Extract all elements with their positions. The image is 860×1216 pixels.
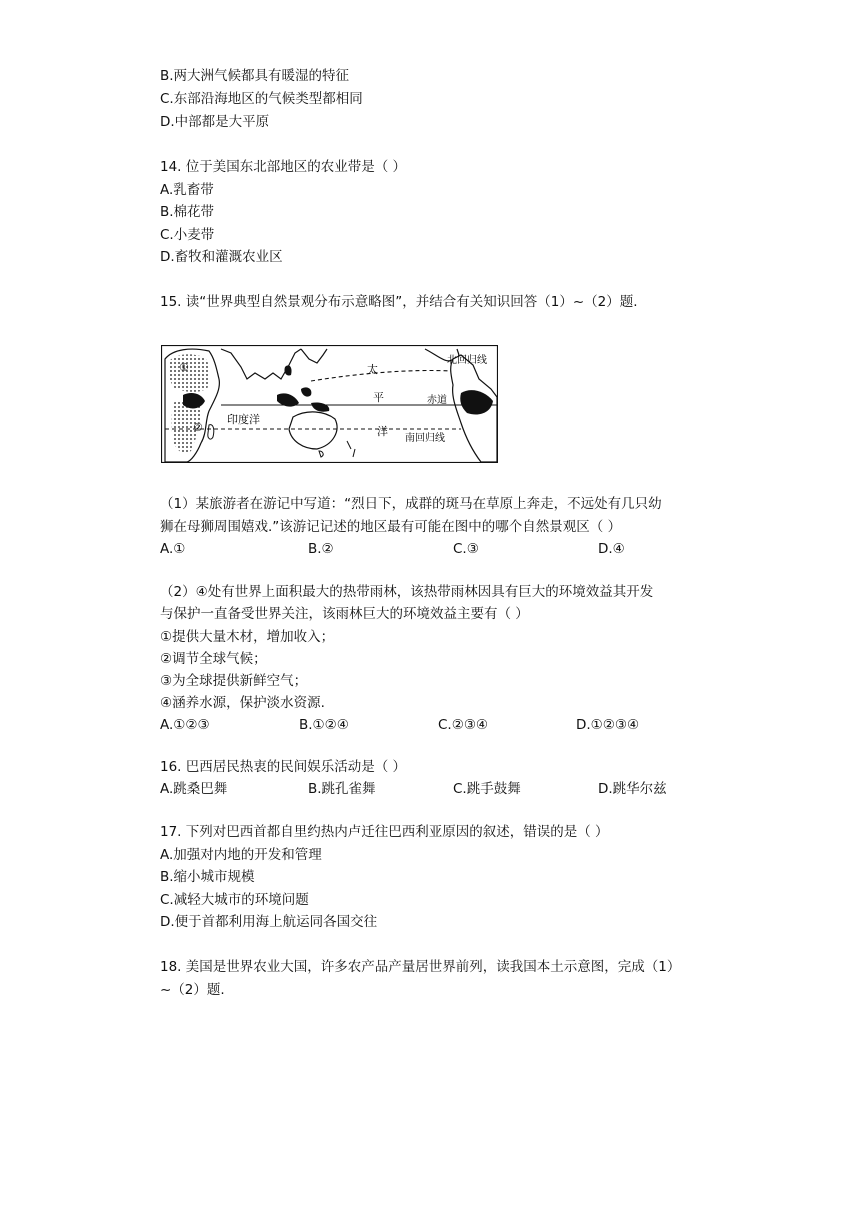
q14-option-c: C.小麦带 xyxy=(160,227,215,243)
q16-option-c: C.跳手鼓舞 xyxy=(453,781,521,797)
tropic-capricorn-label: 南回归线 xyxy=(405,433,445,444)
q15-sub1-option-d: D.④ xyxy=(598,541,625,557)
q14-option-d: D.畜牧和灌溉农业区 xyxy=(160,249,283,265)
q17-option-d: D.便于首都利用海上航运同各国交往 xyxy=(160,914,378,930)
pacific-ping-label: 平 xyxy=(373,391,384,404)
q17-stem: 17. 下列对巴西首都自里约热内卢迁往巴西利亚原因的叙述，错误的是（ ） xyxy=(160,824,609,840)
q15-sub2-option-d: D.①②③④ xyxy=(576,717,640,733)
q15-sub1-option-c: C.③ xyxy=(453,541,479,557)
pacific-yang-label: 洋 xyxy=(377,425,388,438)
q15-sub2-line2: 与保护一直备受世界关注，该雨林巨大的环境效益主要有（ ） xyxy=(160,606,529,622)
tropic-cancer-label: 北回归线 xyxy=(447,355,487,366)
q15-stem: 15. 读“世界典型自然景观分布示意略图”，并结合有关知识回答（1）~（2）题. xyxy=(160,294,638,310)
q17-option-c: C.减轻大城市的环境问题 xyxy=(160,892,309,908)
q16-option-b: B.跳孔雀舞 xyxy=(308,781,376,797)
q17-option-b: B.缩小城市规模 xyxy=(160,869,255,885)
q16-option-a: A.跳桑巴舞 xyxy=(160,781,228,797)
q15-item-3: ③为全球提供新鲜空气； xyxy=(160,673,308,689)
savanna-dots xyxy=(168,354,210,391)
pacific-tai-label: 太 xyxy=(367,363,378,376)
q15-sub1-option-a: A.① xyxy=(160,541,186,557)
q13-option-b: B.两大洲气候都具有暖湿的特征 xyxy=(160,68,350,84)
q15-sub1-option-b: B.② xyxy=(308,541,334,557)
q18-stem-line2: ~（2）题. xyxy=(160,982,225,998)
q17-option-a: A.加强对内地的开发和管理 xyxy=(160,847,322,863)
q13-option-c: C.东部沿海地区的气候类型都相同 xyxy=(160,91,363,107)
world-landscape-map xyxy=(161,345,498,463)
q14-option-b: B.棉花带 xyxy=(160,204,215,220)
q16-option-d: D.跳华尔兹 xyxy=(598,781,667,797)
q13-option-d: D.中部都是大平原 xyxy=(160,114,270,130)
q15-sub2-option-c: C.②③④ xyxy=(438,717,489,733)
indian-ocean-label: 印度洋 xyxy=(227,413,260,426)
q15-sub1-line2: 狮在母狮周围嬉戏.”该游记记述的地区最有可能在图中的哪个自然景观区（ ） xyxy=(160,519,622,535)
q15-item-1: ①提供大量木材，增加收入； xyxy=(160,629,335,645)
map-label-1: ① xyxy=(179,361,189,374)
q15-sub2-option-b: B.①②④ xyxy=(299,717,349,733)
q15-sub2-line1: （2）④处有世界上面积最大的热带雨林，该热带雨林因具有巨大的环境效益其开发 xyxy=(160,584,654,600)
q18-stem-line1: 18. 美国是世界农业大国，许多农产品产量居世界前列，读我国本土示意图，完成（1） xyxy=(160,959,681,975)
equator-label: 赤道 xyxy=(427,395,447,406)
q14-stem: 14. 位于美国东北部地区的农业带是（ ） xyxy=(160,159,407,175)
q15-sub2-option-a: A.①②③ xyxy=(160,717,210,733)
q15-item-4: ④涵养水源，保护淡水资源. xyxy=(160,695,325,711)
q14-option-a: A.乳畜带 xyxy=(160,182,214,198)
map-label-2: ② xyxy=(193,421,203,434)
q15-sub1-line1: （1）某旅游者在游记中写道：“烈日下，成群的斑马在草原上奔走，不远处有几只幼 xyxy=(160,496,662,512)
q16-stem: 16. 巴西居民热衷的民间娱乐活动是（ ） xyxy=(160,759,407,775)
q15-item-2: ②调节全球气候； xyxy=(160,651,267,667)
